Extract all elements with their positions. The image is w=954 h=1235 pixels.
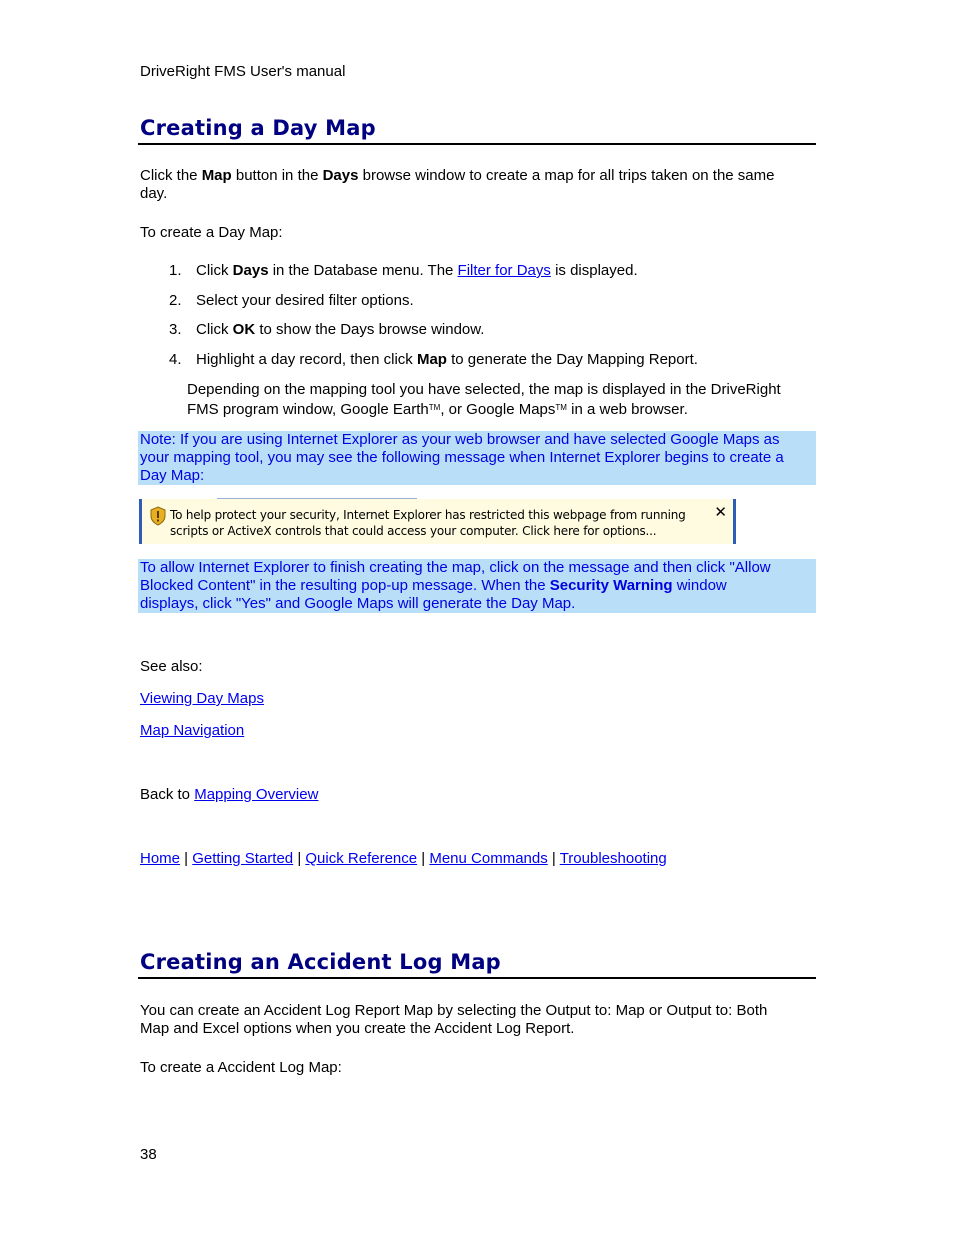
step-text: Select your desired filter options. (196, 292, 414, 309)
step-text: Click (196, 262, 233, 279)
nav-separator: | (547, 850, 560, 867)
heading-rule (138, 977, 816, 979)
back-text: Back to (140, 786, 195, 803)
detail-text: , or Google Maps (440, 401, 556, 418)
step-bold: OK (232, 321, 256, 338)
nav-home-link[interactable]: Home (140, 850, 181, 867)
mapping-overview-link[interactable]: Mapping Overview (194, 786, 319, 803)
heading-rule (138, 143, 816, 145)
note-text: window (672, 577, 727, 594)
trademark-mark: TM (428, 403, 441, 412)
intro-paragraph (140, 167, 810, 203)
lead-text: To create a Day Map: (140, 224, 283, 241)
intro-text: Click the (140, 167, 202, 184)
note-box-allow (138, 559, 816, 613)
note-text: displays, click "Yes" and Google Maps will generate the Day Map. (140, 595, 576, 612)
nav-separator: | (180, 850, 193, 867)
bar-tab-line (217, 498, 417, 499)
map-navigation-link[interactable]: Map Navigation (140, 722, 245, 739)
step-text: Highlight a day record, then click (196, 351, 417, 368)
accident-intro-paragraph (140, 1002, 810, 1038)
section-heading-accident-log-map: Creating an Accident Log Map (140, 950, 501, 974)
ie-bar-message[interactable] (170, 507, 686, 539)
detail-text: Depending on the mapping tool you have selected, the map is displayed in the DriveRight (187, 381, 781, 398)
filter-for-days-link[interactable]: Filter for Days (457, 262, 551, 279)
step-text: is displayed. (550, 262, 638, 279)
note-text: Blocked Content" in the resulting pop-up message. When the (140, 577, 550, 594)
shield-warning-icon (149, 506, 167, 526)
step-text: Click (196, 321, 233, 338)
note-text: Note: If you are using Internet Explorer as your web browser and have selected Google Maps as (140, 431, 780, 448)
page-number: 38 (140, 1146, 157, 1163)
note-text: Day Map: (140, 467, 205, 484)
trademark-mark: TM (555, 403, 567, 412)
viewing-day-maps-link[interactable]: Viewing Day Maps (140, 690, 264, 707)
intro-text: Map and Excel options when you create the Accident Log Report. (140, 1020, 575, 1037)
see-also-label: See also: (140, 658, 203, 675)
note-text: your mapping tool, you may see the following message when Internet Explorer begins to create a (140, 449, 784, 466)
nav-separator: | (417, 850, 430, 867)
footer-nav (140, 850, 667, 868)
step-bold: Map (416, 351, 447, 368)
nav-quick-reference-link[interactable]: Quick Reference (305, 850, 418, 867)
note-box-ie (138, 431, 816, 485)
step-number: 1. (169, 262, 182, 279)
nav-troubleshooting-link[interactable]: Troubleshooting (559, 850, 667, 867)
intro-text: You can create an Accident Log Report Map by selecting the Output to: Map or Output to: Both (140, 1002, 768, 1019)
nav-getting-started-link[interactable]: Getting Started (192, 850, 294, 867)
back-to-line (140, 786, 810, 804)
intro-bold-map: Map (201, 167, 232, 184)
accident-lead-text: To create a Accident Log Map: (140, 1059, 342, 1076)
ie-bar-line: To help protect your security, Internet Explorer has restricted this webpage from running (170, 508, 686, 522)
note-text (140, 577, 816, 595)
step-text: to generate the Day Mapping Report. (446, 351, 698, 368)
intro-text: browse window to create a map for all trips taken on the same (358, 167, 775, 184)
detail-text: FMS program window, Google Earth (187, 401, 429, 418)
step-text: to show the Days browse window. (255, 321, 485, 338)
intro-text: button in the (231, 167, 323, 184)
ie-bar-line: scripts or ActiveX controls that could access your computer. Click here for options... (170, 524, 657, 538)
detail-text: in a web browser. (566, 401, 688, 418)
note-text: To allow Internet Explorer to finish creating the map, click on the message and then click "Allow (140, 559, 771, 576)
intro-text: day. (140, 185, 168, 202)
step-number: 2. (169, 292, 182, 309)
step-bold: Days (232, 262, 269, 279)
intro-bold-days: Days (322, 167, 359, 184)
step4-detail (187, 381, 817, 419)
nav-menu-commands-link[interactable]: Menu Commands (429, 850, 548, 867)
note-bold: Security Warning (549, 577, 673, 594)
see-also-item (140, 690, 810, 708)
step-number: 3. (169, 321, 182, 338)
ie-information-bar[interactable] (139, 499, 736, 544)
step-text: in the Database menu. The (268, 262, 458, 279)
nav-separator: | (293, 850, 306, 867)
section-heading-day-map: Creating a Day Map (140, 116, 376, 140)
see-also-item (140, 722, 810, 740)
step-number: 4. (169, 351, 182, 368)
running-header: DriveRight FMS User's manual (140, 63, 346, 80)
close-icon[interactable]: ✕ (714, 503, 727, 521)
